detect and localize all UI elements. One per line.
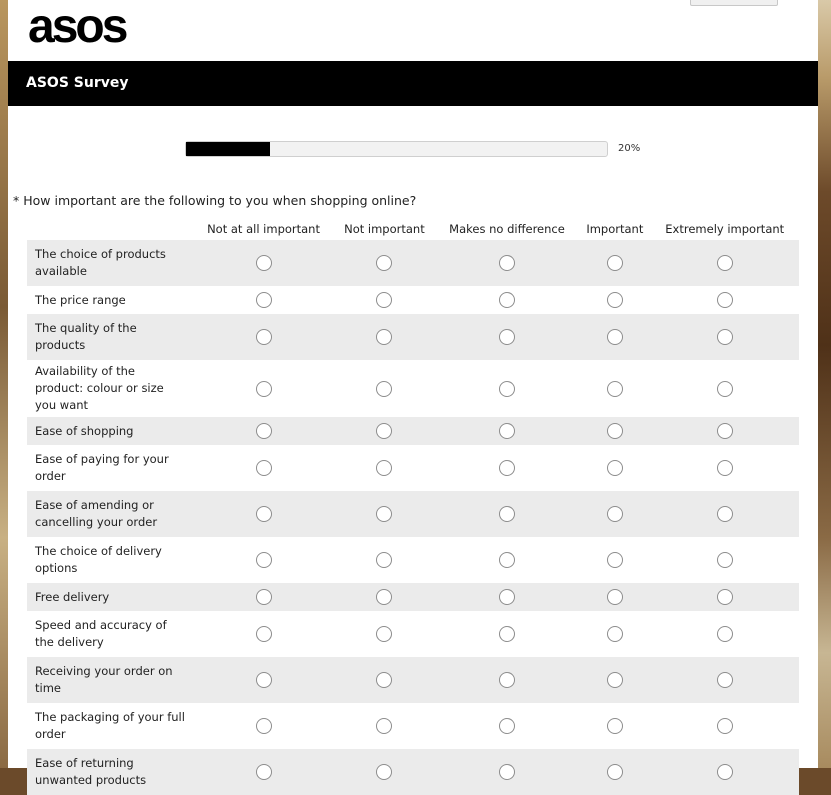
row-label: Speed and accuracy of the delivery bbox=[35, 618, 167, 649]
row-label: Ease of returning unwanted products bbox=[27, 749, 193, 795]
table-row bbox=[27, 360, 799, 417]
table-row bbox=[27, 240, 799, 286]
page-title: ASOS Survey bbox=[26, 75, 129, 91]
radio-button[interactable] bbox=[256, 506, 272, 522]
option-cell bbox=[579, 240, 650, 286]
option-cell bbox=[435, 360, 579, 417]
radio-button[interactable] bbox=[607, 255, 623, 271]
radio-button[interactable] bbox=[499, 255, 515, 271]
option-cell bbox=[579, 417, 650, 445]
option-cell bbox=[193, 657, 334, 703]
option-cell bbox=[579, 657, 650, 703]
row-label: Ease of amending or cancelling your order bbox=[27, 491, 193, 537]
option-cell bbox=[435, 583, 579, 611]
row-label: Ease of shopping bbox=[27, 417, 193, 445]
option-cell bbox=[435, 703, 579, 749]
option-cell bbox=[650, 583, 799, 611]
option-cell bbox=[650, 749, 799, 795]
radio-button[interactable] bbox=[607, 672, 623, 688]
radio-button[interactable] bbox=[717, 718, 733, 734]
table-row bbox=[27, 611, 799, 657]
option-cell bbox=[579, 491, 650, 537]
option-cell bbox=[193, 286, 334, 314]
option-cell bbox=[193, 611, 334, 657]
option-cell bbox=[435, 286, 579, 314]
background-right bbox=[818, 0, 831, 768]
radio-button[interactable] bbox=[376, 460, 392, 476]
option-cell bbox=[435, 445, 579, 491]
option-cell bbox=[650, 537, 799, 583]
progress-percent: 20% bbox=[618, 143, 641, 154]
radio-button[interactable] bbox=[717, 381, 733, 397]
option-cell bbox=[334, 611, 435, 657]
radio-button[interactable] bbox=[717, 552, 733, 568]
radio-button[interactable] bbox=[499, 626, 515, 642]
radio-button[interactable] bbox=[607, 552, 623, 568]
column-header: Makes no difference bbox=[449, 222, 565, 236]
background-left bbox=[0, 0, 8, 768]
matrix-header-row bbox=[27, 218, 799, 240]
option-cell bbox=[579, 583, 650, 611]
radio-button[interactable] bbox=[717, 255, 733, 271]
radio-button[interactable] bbox=[376, 423, 392, 439]
radio-button[interactable] bbox=[717, 460, 733, 476]
table-row bbox=[27, 749, 799, 795]
column-header: Extremely important bbox=[665, 222, 785, 236]
radio-button[interactable] bbox=[607, 460, 623, 476]
table-row bbox=[27, 491, 799, 537]
radio-button[interactable] bbox=[607, 506, 623, 522]
row-label: The price range bbox=[35, 292, 126, 307]
row-label: The packaging of your full order bbox=[35, 710, 185, 741]
radio-button[interactable] bbox=[256, 381, 272, 397]
option-cell bbox=[193, 583, 334, 611]
option-cell bbox=[193, 537, 334, 583]
option-cell bbox=[435, 240, 579, 286]
option-cell bbox=[334, 417, 435, 445]
matrix-corner bbox=[27, 218, 193, 240]
option-cell bbox=[193, 240, 334, 286]
logo-text: asos bbox=[28, 0, 126, 53]
top-button[interactable] bbox=[690, 0, 778, 6]
header-bar bbox=[8, 61, 818, 106]
radio-button[interactable] bbox=[499, 672, 515, 688]
row-label: The choice of products available bbox=[27, 240, 193, 286]
radio-button[interactable] bbox=[376, 329, 392, 345]
radio-button[interactable] bbox=[607, 764, 623, 780]
row-label: Availability of the product: colour or size you want bbox=[35, 364, 164, 412]
option-cell bbox=[579, 314, 650, 360]
radio-button[interactable] bbox=[256, 292, 272, 308]
radio-button[interactable] bbox=[717, 764, 733, 780]
radio-button[interactable] bbox=[499, 589, 515, 605]
option-cell bbox=[650, 314, 799, 360]
radio-button[interactable] bbox=[499, 552, 515, 568]
row-label: The quality of the products bbox=[27, 314, 193, 360]
progress-bar bbox=[185, 141, 608, 157]
option-cell bbox=[334, 286, 435, 314]
option-cell bbox=[435, 749, 579, 795]
radio-button[interactable] bbox=[256, 552, 272, 568]
radio-button[interactable] bbox=[256, 764, 272, 780]
column-header: Not important bbox=[344, 222, 425, 236]
option-cell bbox=[193, 417, 334, 445]
option-cell bbox=[334, 360, 435, 417]
radio-button[interactable] bbox=[607, 292, 623, 308]
option-cell bbox=[579, 286, 650, 314]
option-cell bbox=[650, 491, 799, 537]
table-row bbox=[27, 417, 799, 445]
option-cell bbox=[650, 360, 799, 417]
radio-button[interactable] bbox=[256, 329, 272, 345]
radio-button[interactable] bbox=[376, 626, 392, 642]
column-header: Not at all important bbox=[207, 222, 320, 236]
option-cell bbox=[193, 445, 334, 491]
option-cell bbox=[435, 537, 579, 583]
option-cell bbox=[579, 360, 650, 417]
radio-button[interactable] bbox=[499, 718, 515, 734]
radio-button[interactable] bbox=[499, 506, 515, 522]
radio-button[interactable] bbox=[256, 589, 272, 605]
option-cell bbox=[193, 360, 334, 417]
option-cell bbox=[193, 749, 334, 795]
progress-fill bbox=[186, 142, 270, 156]
radio-button[interactable] bbox=[376, 381, 392, 397]
radio-button[interactable] bbox=[256, 718, 272, 734]
option-cell bbox=[193, 703, 334, 749]
radio-button[interactable] bbox=[376, 764, 392, 780]
radio-button[interactable] bbox=[499, 460, 515, 476]
radio-button[interactable] bbox=[607, 718, 623, 734]
radio-button[interactable] bbox=[376, 255, 392, 271]
survey-panel bbox=[8, 0, 818, 787]
table-row bbox=[27, 314, 799, 360]
option-cell bbox=[579, 537, 650, 583]
radio-button[interactable] bbox=[256, 255, 272, 271]
option-cell bbox=[334, 749, 435, 795]
option-cell bbox=[193, 491, 334, 537]
radio-button[interactable] bbox=[499, 764, 515, 780]
radio-button[interactable] bbox=[717, 626, 733, 642]
radio-button[interactable] bbox=[499, 381, 515, 397]
option-cell bbox=[334, 657, 435, 703]
table-row bbox=[27, 703, 799, 749]
option-cell bbox=[334, 703, 435, 749]
row-label: Receiving your order on time bbox=[27, 657, 193, 703]
radio-button[interactable] bbox=[607, 423, 623, 439]
option-cell bbox=[650, 286, 799, 314]
option-cell bbox=[334, 314, 435, 360]
option-cell bbox=[334, 583, 435, 611]
radio-button[interactable] bbox=[607, 589, 623, 605]
option-cell bbox=[650, 240, 799, 286]
option-cell bbox=[650, 417, 799, 445]
option-cell bbox=[650, 611, 799, 657]
column-header: Important bbox=[586, 222, 644, 236]
option-cell bbox=[435, 611, 579, 657]
radio-button[interactable] bbox=[499, 423, 515, 439]
option-cell bbox=[435, 314, 579, 360]
row-label: The choice of delivery options bbox=[35, 544, 162, 575]
radio-button[interactable] bbox=[717, 423, 733, 439]
row-label: Free delivery bbox=[27, 583, 193, 611]
radio-button[interactable] bbox=[376, 292, 392, 308]
option-cell bbox=[435, 491, 579, 537]
radio-button[interactable] bbox=[376, 672, 392, 688]
table-row bbox=[27, 286, 799, 314]
option-cell bbox=[579, 749, 650, 795]
option-cell bbox=[579, 445, 650, 491]
option-cell bbox=[579, 611, 650, 657]
radio-button[interactable] bbox=[376, 506, 392, 522]
option-cell bbox=[650, 657, 799, 703]
option-cell bbox=[650, 445, 799, 491]
radio-button[interactable] bbox=[256, 626, 272, 642]
radio-button[interactable] bbox=[717, 329, 733, 345]
radio-button[interactable] bbox=[499, 329, 515, 345]
row-label: Ease of paying for your order bbox=[35, 452, 169, 483]
radio-button[interactable] bbox=[256, 460, 272, 476]
option-cell bbox=[334, 240, 435, 286]
option-cell bbox=[435, 657, 579, 703]
radio-button[interactable] bbox=[256, 423, 272, 439]
table-row bbox=[27, 537, 799, 583]
radio-button[interactable] bbox=[256, 672, 272, 688]
option-cell bbox=[334, 537, 435, 583]
option-cell bbox=[334, 491, 435, 537]
option-cell bbox=[334, 445, 435, 491]
radio-button[interactable] bbox=[607, 626, 623, 642]
table-row bbox=[27, 657, 799, 703]
table-row bbox=[27, 583, 799, 611]
option-cell bbox=[193, 314, 334, 360]
radio-button[interactable] bbox=[376, 718, 392, 734]
radio-button[interactable] bbox=[499, 292, 515, 308]
option-cell bbox=[650, 703, 799, 749]
asos-logo bbox=[28, 0, 152, 53]
radio-button[interactable] bbox=[376, 589, 392, 605]
radio-button[interactable] bbox=[717, 506, 733, 522]
option-cell bbox=[579, 703, 650, 749]
radio-button[interactable] bbox=[717, 672, 733, 688]
radio-button[interactable] bbox=[607, 381, 623, 397]
table-row bbox=[27, 445, 799, 491]
radio-button[interactable] bbox=[376, 552, 392, 568]
question-text: * How important are the following to you when shopping online? bbox=[13, 193, 417, 208]
option-cell bbox=[435, 417, 579, 445]
radio-button[interactable] bbox=[717, 292, 733, 308]
radio-button[interactable] bbox=[717, 589, 733, 605]
radio-button[interactable] bbox=[607, 329, 623, 345]
rating-matrix bbox=[27, 218, 799, 795]
